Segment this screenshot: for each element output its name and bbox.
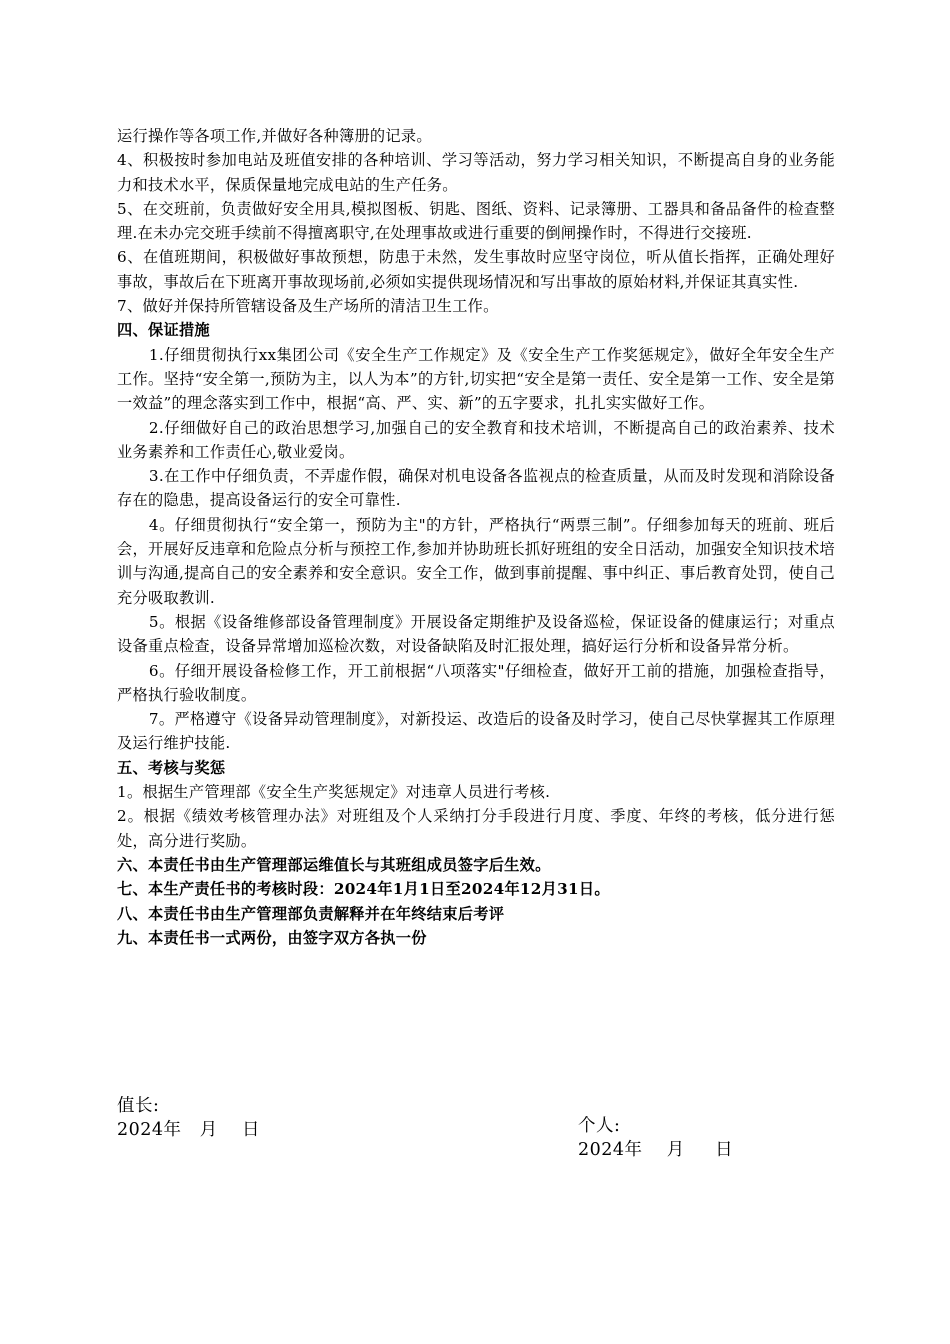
measure-item-6: 6。仔细开展设备检修工作，开工前根据“八项落实"仔细检查，做好开工前的措施，加强检查指导，严格执行验收制度。: [117, 661, 835, 704]
duty-item-7: 7、做好并保持所管辖设备及生产场所的清洁卫生工作。: [117, 297, 499, 316]
measure-item-2: 2.仔细做好自己的政治思想学习,加强自己的安全教育和技术培训，不断提高自己的政治素养、技术业务素养和工作责任心,敬业爱岗。: [117, 418, 835, 461]
shift-leader-signature-date: 2024年 月 日: [117, 1120, 260, 1140]
section-heading-4: 四、保证措施: [117, 321, 210, 340]
section-heading-8: 八、本责任书由生产管理部负责解释并在年终结束后考评: [117, 904, 505, 923]
individual-signature-label: 个人:: [578, 1116, 621, 1136]
shift-leader-signature-label: 值长:: [117, 1096, 160, 1116]
measure-item-7: 7。严格遵守《设备异动管理制度》，对新投运、改造后的设备及时学习，使自己尽快掌握其工作原理及运行维护技能.: [117, 710, 835, 753]
signature-dates-row: [117, 1096, 835, 1176]
individual-signature-date: 2024年 月 日: [578, 1140, 734, 1160]
measure-item-4: 4。仔细贯彻执行“安全第一，预防为主"的方针，严格执行“两票三制”。仔细参加每天的班前、班后会，开展好反违章和危险点分析与预控工作,参加并协助班长抓好班组的安全日活动，加强安全知识技术培训与沟通,提高自己的安全素养和安全意识。安全工作，做到事前提醒、事中纠正、事后教育处罚，使自己充分吸取教训.: [117, 515, 835, 607]
section-heading-7: 七、本生产责任书的考核时段：2024年1月1日至2024年12月31日。: [117, 880, 610, 899]
section-heading-5: 五、考核与奖惩: [117, 758, 226, 777]
duty-item-3-continued: 运行操作等各项工作,并做好各种簿册的记录。: [117, 127, 432, 145]
measure-item-3: 3.在工作中仔细负责，不弄虚作假，确保对机电设备各监视点的检查质量，从而及时发现和消除设备存在的隐患，提高设备运行的安全可靠性.: [117, 467, 835, 510]
section-heading-6: 六、本责任书由生产管理部运维值长与其班组成员签字后生效。: [117, 855, 551, 874]
duty-item-6: 6、在值班期间，积极做好事故预想，防患于未然，发生事故时应坚守岗位，听从值长指挥，正确处理好事故，事故后在下班离开事故现场前,必须如实提供现场情况和写出事故的原始材料,并保证其真实性.: [117, 248, 835, 291]
assessment-item-2: 2。根据《绩效考核管理办法》对班组及个人采纳打分手段进行月度、季度、年终的考核，低分进行惩处，高分进行奖励。: [117, 807, 835, 850]
assessment-item-1: 1。根据生产管理部《安全生产奖惩规定》对违章人员进行考核.: [117, 783, 551, 802]
duty-item-4: 4、积极按时参加电站及班值安排的各种培训、学习等活动，努力学习相关知识，不断提高自身的业务能力和技术水平，保质保量地完成电站的生产任务。: [117, 151, 835, 194]
measure-item-1: 1.仔细贯彻执行xx集团公司《安全生产工作规定》及《安全生产工作奖惩规定》，做好全年安全生产工作。坚持“安全第一,预防为主，以人为本”的方针,切实把“安全是第一责任、安全是第一工作、安全是第一效益”的理念落实到工作中，根据“高、严、实、新”的五字要求，扎扎实实做好工作。: [117, 345, 835, 413]
section-heading-9: 九、本责任书一式两份，由签字双方各执一份: [117, 928, 427, 947]
document-body: [117, 124, 835, 950]
duty-item-5: 5、在交班前，负责做好安全用具,模拟图板、钥匙、图纸、资料、记录簿册、工器具和备品备件的检查整理.在未办完交班手续前不得擅离职守,在处理事故或进行重要的倒闸操作时，不得进行交接班.: [117, 199, 835, 243]
measure-item-5: 5。根据《设备维修部设备管理制度》开展设备定期维护及设备巡检，保证设备的健康运行；对重点设备重点检查，设备异常增加巡检次数，对设备缺陷及时汇报处理，搞好运行分析和设备异常分析。: [117, 612, 835, 656]
